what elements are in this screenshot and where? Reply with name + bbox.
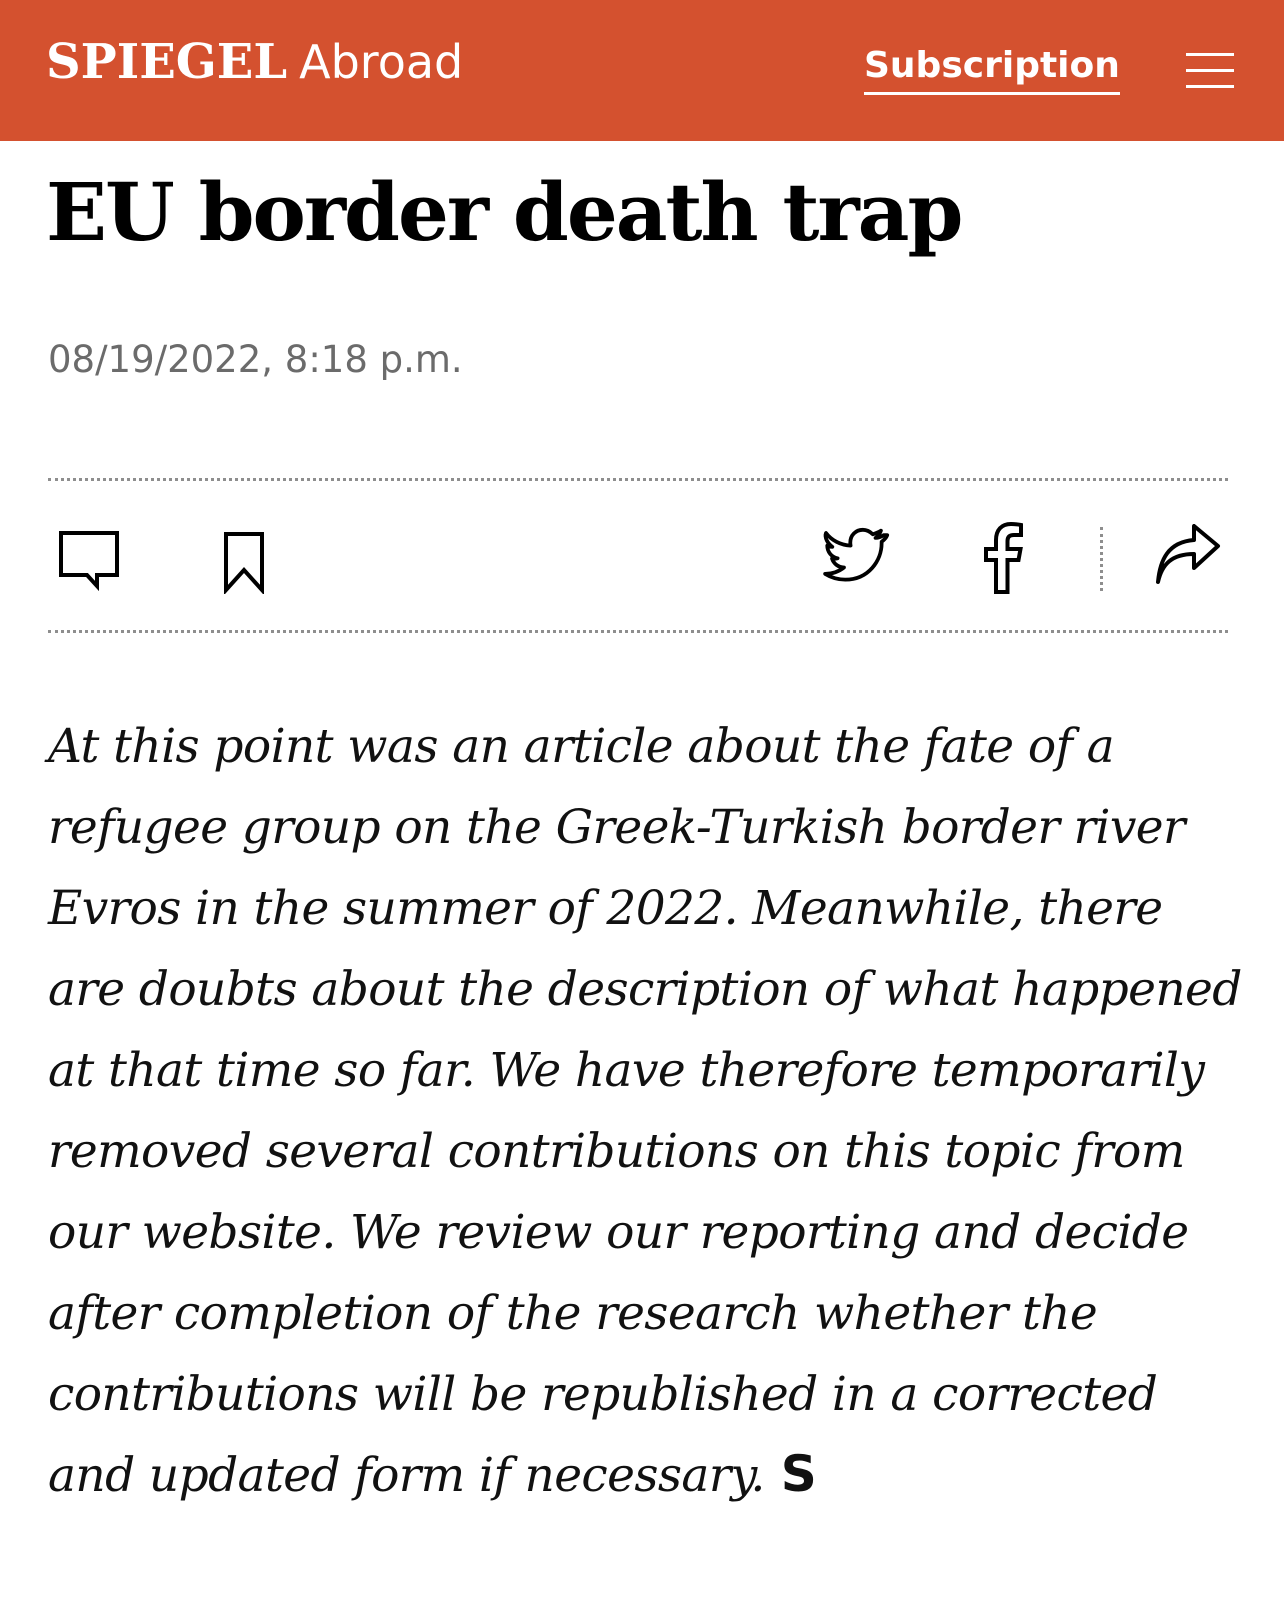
hamburger-menu-icon[interactable] (1186, 53, 1236, 89)
brand[interactable] (46, 34, 464, 90)
section-name[interactable]: Abroad (299, 35, 464, 89)
bookmark-icon[interactable] (222, 530, 266, 594)
toolbar-divider-top (48, 478, 1228, 481)
share-divider (1100, 527, 1103, 591)
article-body (48, 706, 1248, 1516)
subscription-link[interactable]: Subscription (864, 48, 1120, 95)
article-date: 08/19/2022, 8:18 p.m. (48, 338, 463, 381)
comment-icon[interactable] (56, 528, 122, 592)
twitter-icon[interactable] (822, 527, 890, 587)
spiegel-end-mark-icon: S (780, 1445, 817, 1503)
article-title: EU border death trap (46, 165, 962, 259)
spiegel-logo[interactable]: SPIEGEL (46, 34, 288, 90)
facebook-icon[interactable] (982, 520, 1026, 594)
top-bar (0, 0, 1284, 141)
article-body-text: At this point was an article about the fate of a refugee group on the Greek-Turkish border river Evros in the summer of 2022. Meanwhile, there are doubts about the description of what happened at that time so far. We have therefore temporarily removed several contributions on this topic from our website. We review our reporting and decide after completion of the research whether the contributions will be republished in a corrected and updated form if necessary. (48, 719, 1242, 1503)
toolbar-divider-bottom (48, 630, 1228, 633)
share-icon[interactable] (1154, 524, 1222, 586)
